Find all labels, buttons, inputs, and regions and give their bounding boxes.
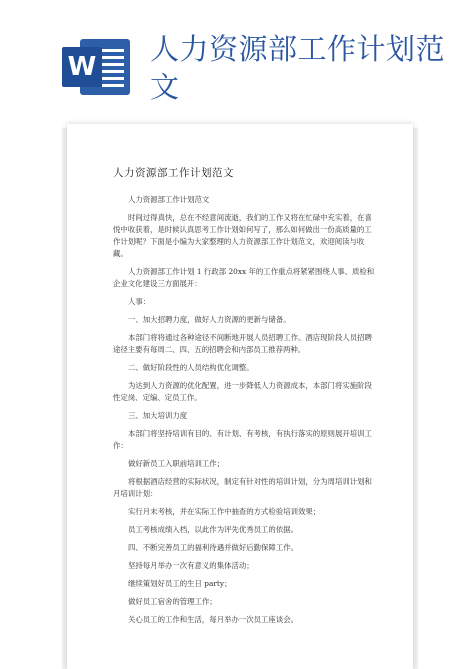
paragraph: 本部门将坚持培训有目的、有计划、有考核，有执行落实的原则展开培训工作：: [113, 429, 372, 450]
word-icon-line: [102, 56, 124, 59]
word-icon-line: [102, 63, 124, 66]
page-title: 人力资源部工作计划范文: [150, 32, 446, 104]
document-body: [113, 166, 375, 632]
paragraph: 三、加大培训力度: [128, 411, 188, 420]
word-icon-letter: W: [62, 47, 102, 87]
paragraph: 本部门将将通过各种途径不间断地开展人员招聘工作。酒店现阶段人员招聘途径主要有每周二、四、五的招聘会和内部员工推荐两种。: [113, 333, 372, 354]
word-icon-line: [102, 49, 124, 52]
paragraph: 关心员工的工作和生活，每月举办一次员工座谈会。: [128, 615, 298, 624]
paragraph: 将根据酒店经营的实际状况，制定有针对性的培训计划，分为周培训计划和月培训计划：: [113, 477, 372, 498]
paragraph: 做好员工宿舍的管理工作；: [128, 597, 217, 606]
paragraph: 四、不断完善员工的福利待遇并做好后勤保障工作。: [128, 543, 298, 552]
word-document-icon: [62, 37, 134, 97]
paragraph: 一、加大招聘力度，做好人力资源的更新与储备。: [128, 315, 291, 324]
paragraph: 继续策划好员工的生日 party；: [128, 579, 232, 588]
paragraph: 人力资源部工作计划 1 行政部 20xx 年的工作重点将紧紧围绕人事、质检和企业文化建设三方面展开：: [113, 267, 375, 288]
paragraph: 人事：: [128, 297, 151, 306]
document-page: [67, 124, 413, 669]
document-title: 人力资源部工作计划范文: [113, 167, 234, 179]
header: [0, 0, 474, 120]
paragraph: 实行月末考核，并在实际工作中抽查的方式检验培训效果；: [128, 507, 321, 516]
paragraph: 坚持每月举办一次有意义的集体活动；: [128, 561, 254, 570]
paragraph: 做好新员工入职前培训工作；: [128, 459, 225, 468]
word-icon-line: [102, 77, 124, 80]
word-icon-line: [102, 84, 124, 87]
paragraph: 为达到人力资源的优化配置，进一步降低人力资源成本，本部门将实施阶段性定岗、定编、定员工作。: [113, 381, 372, 402]
paragraph: 二、做好阶段性的人员结构优化调整。: [128, 363, 254, 372]
word-icon-line: [102, 70, 124, 73]
paragraph: 时间过得真快，总在不经意间流逝，我们的工作又将在忙碌中充实着，在喜悦中收获着，是时候认真思考工作计划如何写了，那么如何做出一份高质量的工作计划呢？下面是小编为大家整理的人力资源部工作计划范文，欢迎阅读与收藏。: [113, 213, 372, 258]
paragraph: 员工考核成绩入档，以此作为评先优秀员工的依据。: [128, 525, 298, 534]
paragraph: 人力资源部工作计划范文: [128, 195, 210, 204]
